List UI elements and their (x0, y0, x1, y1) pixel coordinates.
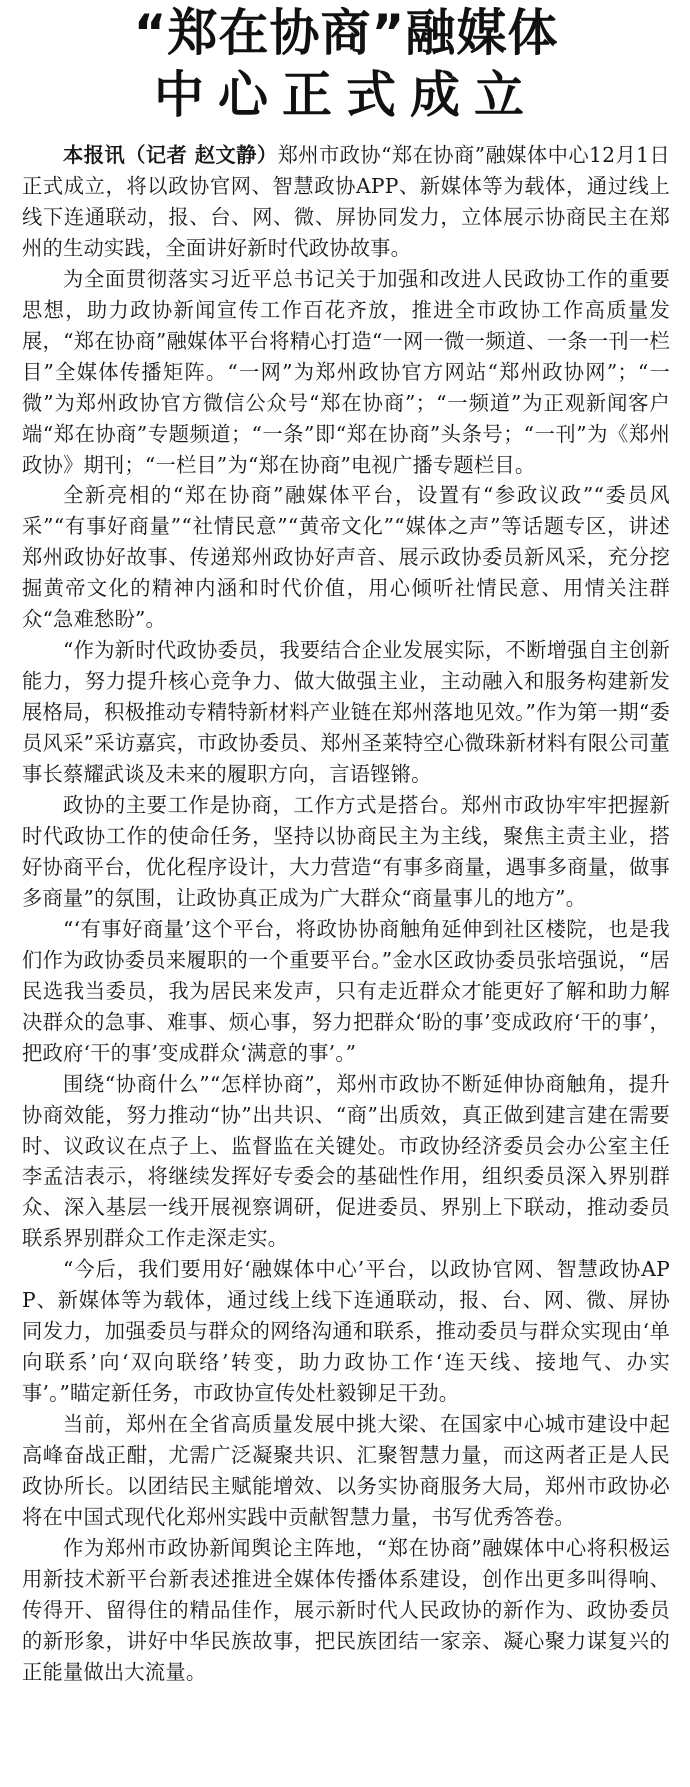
article-paragraph: “今后，我们要用好‘融媒体中心’平台，以政协官网、智慧政协APP、新媒体等为载体，通过线上线下连通联动，报、台、网、微、屏协同发力，加强委员与群众的网络沟通和联系，推动委员与群众实现由‘单向联系’向‘双向联络’转变，助力政协工作‘连天线、接地气、办实事’。”瞄定新任务，市政协宣传处杜毅铆足干劲。 (22, 1257, 670, 1406)
article-body (22, 140, 670, 1688)
article-paragraph: 为全面贯彻落实习近平总书记关于加强和改进人民政协工作的重要思想，助力政协新闻宣传工作百花齐放，推进全市政协工作高质量发展，“郑在协商”融媒体平台将精心打造“一网一微一频道、一条一刊一栏目”全媒体传播矩阵。“一网”为郑州政协官方网站“郑州政协网”；“一微”为郑州政协官方微信公众号“郑在协商”；“一频道”为正观新闻客户端“郑在协商”专题频道；“一条”即“郑在协商”头条号；“一刊”为《郑州政协》期刊；“一栏目”为“郑在协商”电视广播专题栏目。 (22, 266, 670, 477)
article-paragraph: 当前，郑州在全省高质量发展中挑大梁、在国家中心城市建设中起高峰奋战正酣，尤需广泛凝聚共识、汇聚智慧力量，而这两者正是人民政协所长。以团结民主赋能增效、以务实协商服务大局，郑州市政协必将在中国式现代化郑州实践中贡献智慧力量，书写优秀答卷。 (22, 1412, 670, 1529)
headline-line-2: 中心正式成立 (154, 66, 538, 124)
article-paragraph: “‘有事好商量’这个平台，将政协协商触角延伸到社区楼院，也是我们作为政协委员来履职的一个重要平台。”金水区政协委员张培强说，“居民选我当委员，我为居民来发声，只有走近群众才能更好了解和助力解决群众的急事、难事、烦心事，努力把群众‘盼的事’变成政府‘干的事’，把政府‘干的事’变成群众‘满意的事’。” (22, 916, 670, 1065)
article-paragraph: 围绕“协商什么”“怎样协商”，郑州市政协不断延伸协商触角，提升协商效能，努力推动“协”出共识、“商”出质效，真正做到建言建在需要时、议政议在点子上、监督监在关键处。市政协经济委员会办公室主任李孟洁表示，将继续发挥好专委会的基础性作用，组织委员深入界别群众、深入基层一线开展视察调研，促进委员、界别上下联动，推动委员联系界别群众工作走深走实。 (22, 1071, 670, 1251)
article-paragraph (22, 140, 670, 264)
article-paragraph: 作为郑州市政协新闻舆论主阵地，“郑在协商”融媒体中心将积极运用新技术新平台新表述推进全媒体传播体系建设，创作出更多叫得响、传得开、留得住的精品佳作，展示新时代人民政协的新作为、政协委员的新形象，讲好中华民族故事，把民族团结一家亲、凝心聚力谋复兴的正能量做出大流量。 (22, 1535, 670, 1684)
article-paragraph: “作为新时代政协委员，我要结合企业发展实际，不断增强自主创新能力，努力提升核心竞争力、做大做强主业，主动融入和服务构建新发展格局，积极推动专精特新材料产业链在郑州落地见效。”作为第一期“委员风采”采访嘉宾，市政协委员、郑州圣莱特空心微珠新材料有限公司董事长蔡耀武谈及未来的履职方向，言语铿锵。 (22, 638, 670, 787)
article-headline (22, 0, 670, 126)
article-paragraph: 政协的主要工作是协商，工作方式是搭台。郑州市政协牢牢把握新时代政协工作的使命任务，坚持以协商民主为主线，聚焦主责主业，搭好协商平台，优化程序设计，大力营造“有事多商量，遇事多商量，做事多商量”的氛围，让政协真正成为广大群众“商量事儿的地方”。 (22, 793, 670, 910)
headline-line-1: “郑在协商”融媒体 (133, 4, 559, 62)
article-paragraph: 全新亮相的“郑在协商”融媒体平台，设置有“参政议政”“委员风采”“有事好商量”“社情民意”“黄帝文化”“媒体之声”等话题专区，讲述郑州政协好故事、传递郑州政协好声音、展示政协委员新风采，充分挖掘黄帝文化的精神内涵和时代价值，用心倾听社情民意、用情关注群众“急难愁盼”。 (22, 483, 670, 632)
paragraph-text: 郑州市政协“郑在协商”融媒体中心12月1日正式成立，将以政协官网、智慧政协APP、新媒体等为载体，通过线上线下连通联动，报、台、网、微、屏协同发力，立体展示协商民主在郑州的生动实践，全面讲好新时代政协故事。 (22, 143, 670, 260)
lead-byline: 本报讯（记者 赵文静） (63, 143, 278, 167)
